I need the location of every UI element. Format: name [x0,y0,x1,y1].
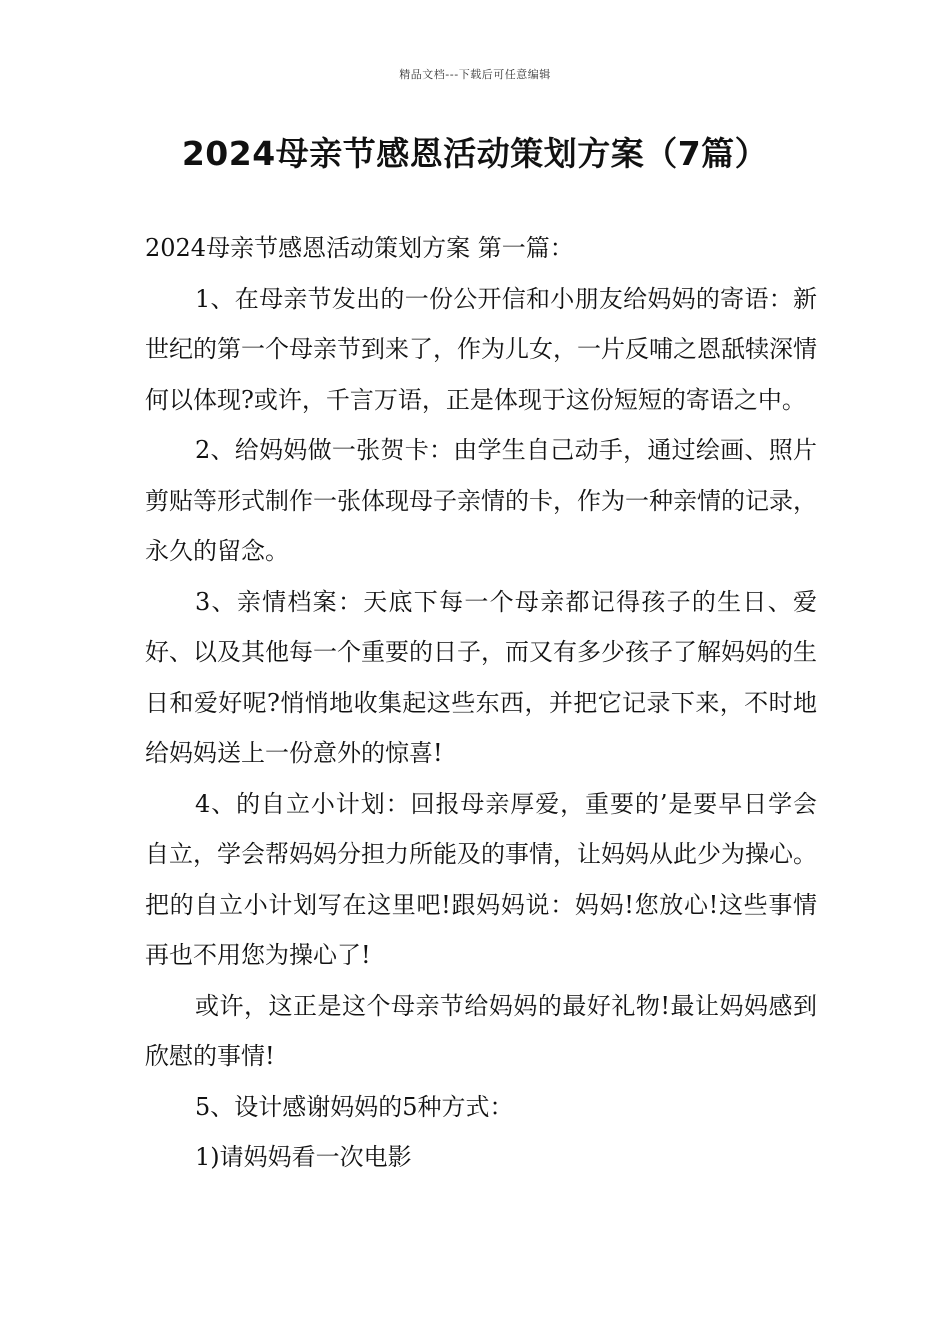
section-heading: 2024母亲节感恩活动策划方案 第一篇： [145,234,574,262]
paragraph-5: 或许，这正是这个母亲节给妈妈的最好礼物!最让妈妈感到欣慰的事情! [145,991,817,1070]
header-note: 精品文档---下载后可任意编辑 [399,68,551,81]
paragraph-6: 5、设计感谢妈妈的5种方式： [195,1092,514,1121]
paragraph-3: 3、亲情档案：天底下每一个母亲都记得孩子的生日、爱好、以及其他每一个重要的日子，而又有多少孩子了解妈妈的生日和爱好呢?悄悄地收集起这些东西，并把它记录下来，不时地给妈妈送上一份意外的惊喜! [145,587,817,767]
paragraph-4: 4、的自立小计划：回报母亲厚爱，重要的’是要早日学会自立，学会帮妈妈分担力所能及的事情，让妈妈从此少为操心。把的自立小计划写在这里吧!跟妈妈说：妈妈!您放心!这些事情再也不用您为操心了! [145,789,817,969]
paragraph-2: 2、给妈妈做一张贺卡：由学生自己动手，通过绘画、照片剪贴等形式制作一张体现母子亲情的卡，作为一种亲情的记录，永久的留念。 [145,436,817,565]
document-title: 2024母亲节感恩活动策划方案（7篇） [181,134,769,173]
paragraph-7: 1)请妈妈看一次电影 [195,1143,412,1171]
paragraph-1: 1、在母亲节发出的一份公开信和小朋友给妈妈的寄语：新世纪的第一个母亲节到来了，作为儿女，一片反哺之恩舐犊深情何以体现?或许，千言万语，正是体现于这份短短的寄语之中。 [145,284,817,414]
document-body [145,223,817,1183]
